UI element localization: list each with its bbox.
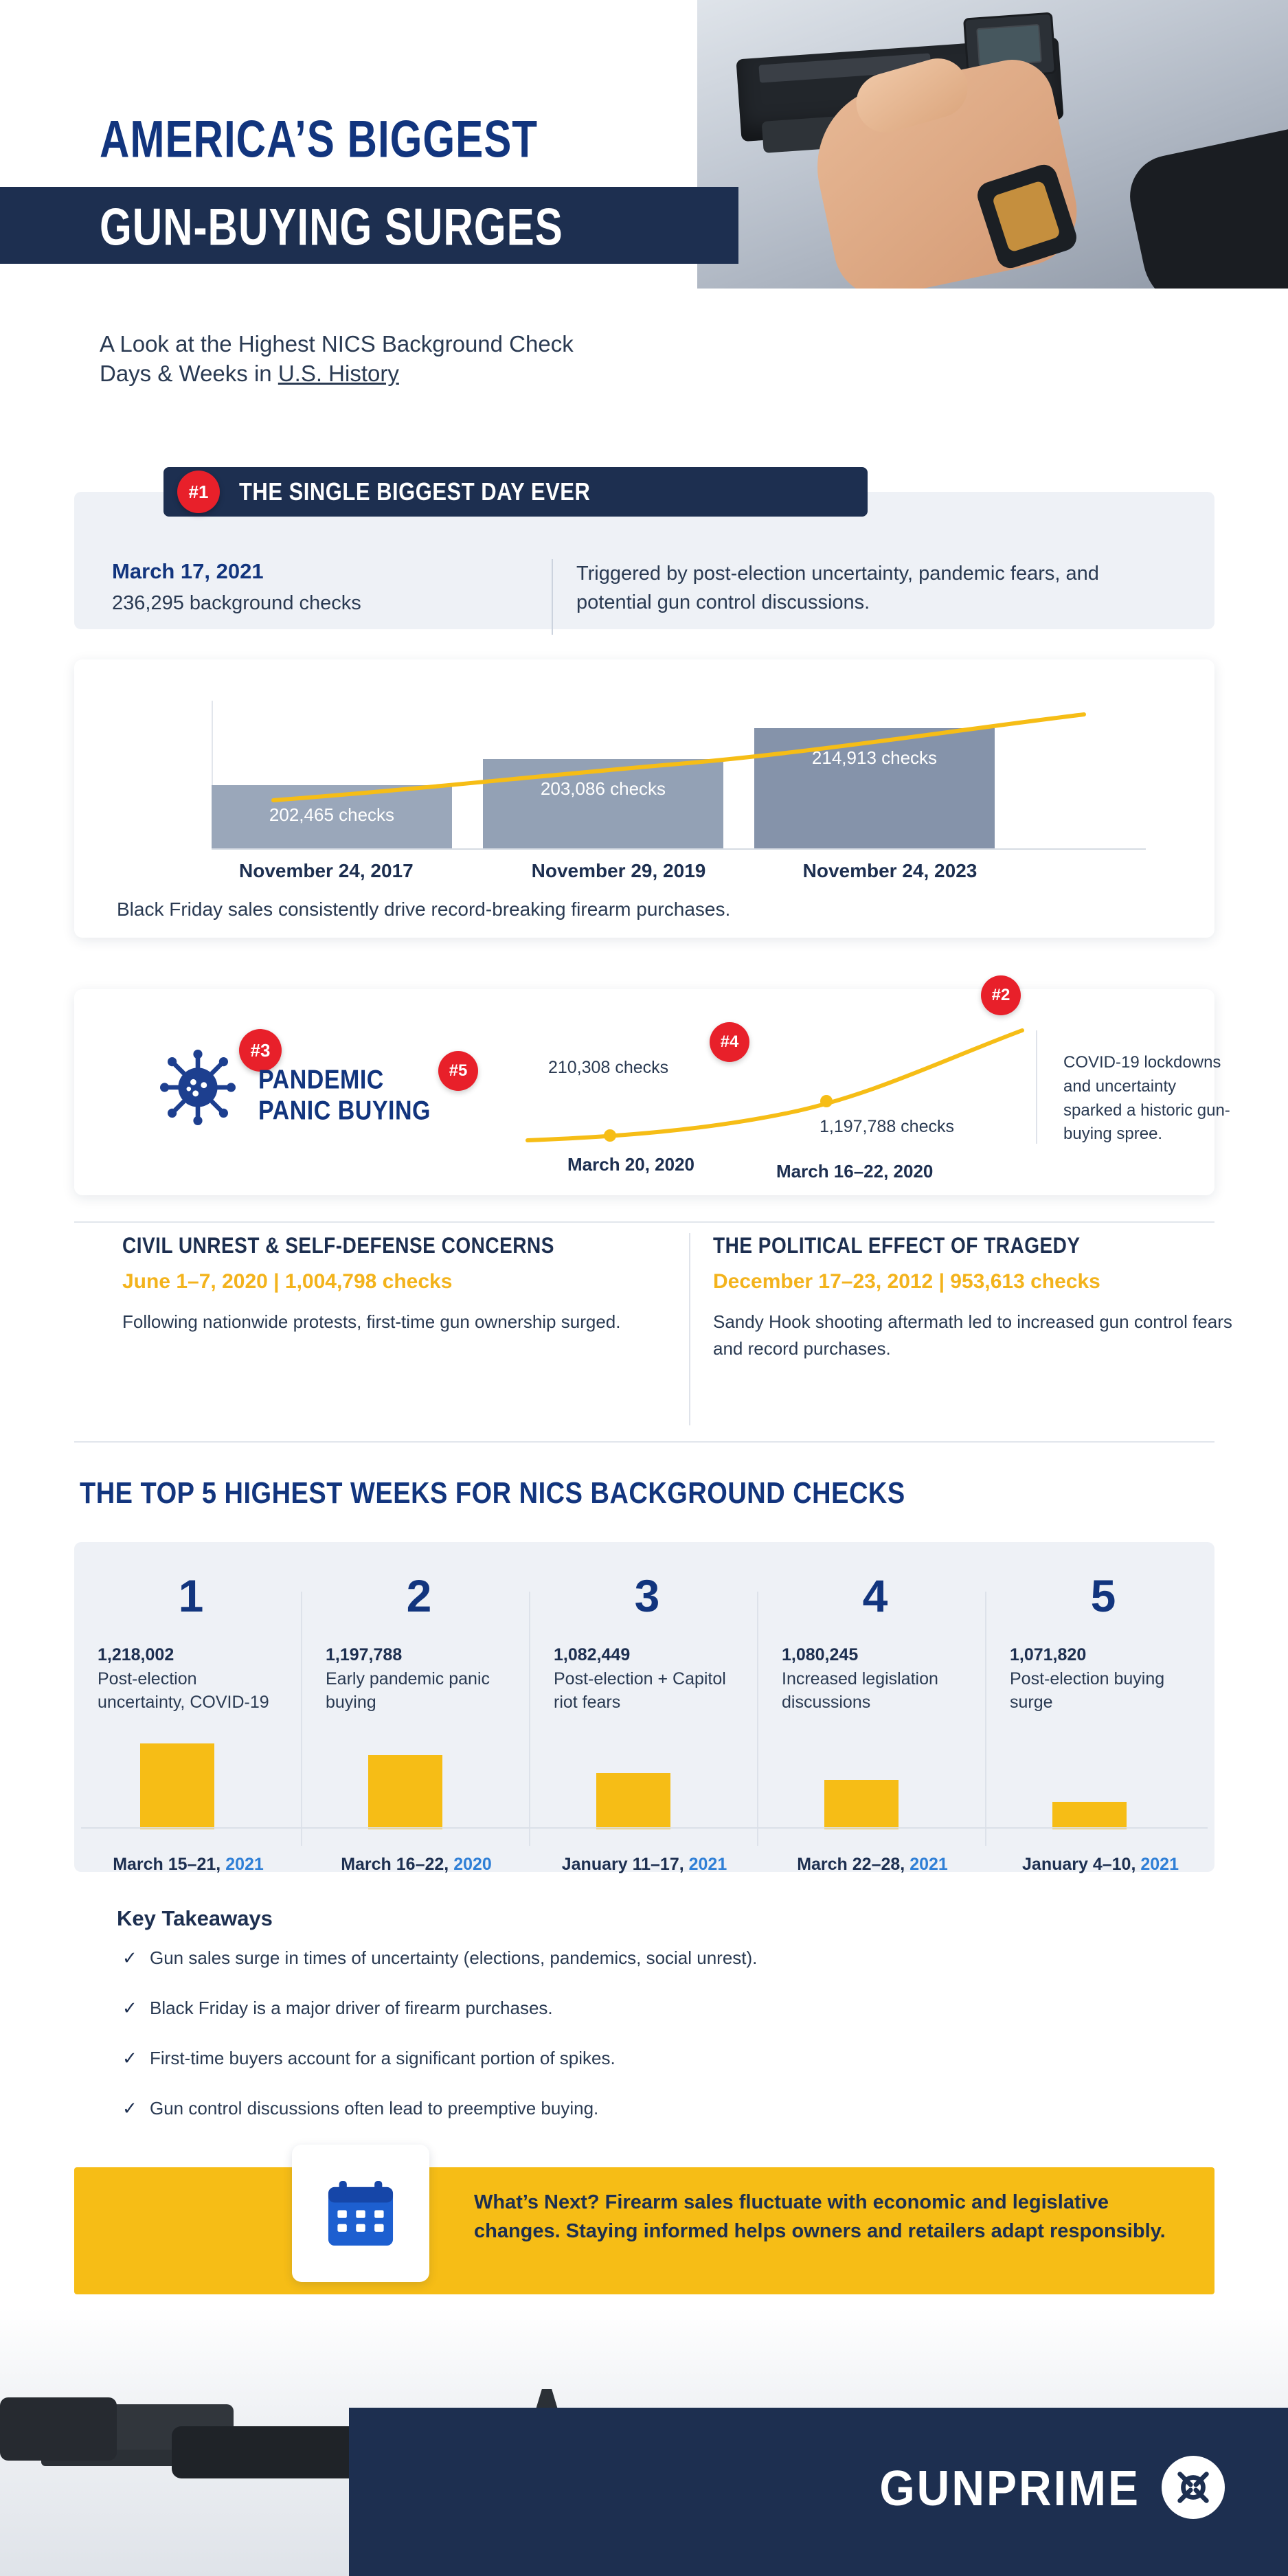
political-tragedy-title: THE POLITICAL EFFECT OF TRAGEDY — [713, 1233, 1081, 1258]
top5-date-4-text: March 22–28, — [797, 1855, 910, 1874]
rank-badge-3: #3 — [239, 1029, 282, 1072]
trend-line — [184, 687, 1160, 866]
check-icon: ✓ — [122, 1947, 137, 1968]
top5-title: THE TOP 5 HIGHEST WEEKS FOR NICS BACKGROUND CHECKS — [80, 1477, 905, 1511]
top5-date-4 — [758, 1855, 986, 1875]
vertical-divider — [1036, 1030, 1037, 1144]
civil-unrest-stat: June 1–7, 2020 | 1,004,798 checks — [122, 1270, 453, 1293]
top5-date-2-year: 2020 — [453, 1855, 492, 1874]
rank-badge-1: #1 — [177, 471, 220, 513]
top5-bar-3 — [596, 1773, 670, 1829]
top5-grid — [74, 1542, 1214, 1872]
top5-date-1-year: 2021 — [225, 1855, 264, 1874]
political-tragedy-desc: Sandy Hook shooting aftermath led to increased gun control fears and record purchases. — [713, 1311, 1232, 1359]
rank-badge-2: #2 — [981, 975, 1021, 1015]
top5-date-3 — [530, 1855, 758, 1875]
top5-rank-4: 4 — [862, 1570, 888, 1621]
calendar-icon — [322, 2175, 399, 2252]
bf-date-2023: November 24, 2023 — [802, 860, 978, 881]
subtitle-line-2 — [100, 359, 677, 389]
takeaway-text-2: Black Friday is a major driver of firearm purchases. — [150, 1998, 553, 2018]
pandemic-point1-date: March 20, 2020 — [567, 1154, 695, 1175]
takeaway-item-1 — [122, 1947, 1153, 1969]
pandemic-title-line2: PANIC BUYING — [258, 1095, 431, 1126]
top5-number-3: 1,082,449 — [554, 1645, 631, 1664]
pandemic-card — [74, 989, 1230, 1195]
biggest-day-description: Triggered by post-election uncertainty, pandemic fears, and potential gun control discussions. — [576, 563, 1099, 614]
top5-date-3-text: January 11–17, — [561, 1855, 689, 1874]
biggest-day-checks: 236,295 background checks — [112, 592, 361, 614]
top5-desc-4: Increased legislation discussions — [782, 1669, 938, 1712]
rank-badge-5: #5 — [438, 1051, 478, 1091]
civil-unrest-desc: Following nationwide protests, first-time gun ownership surged. — [122, 1311, 621, 1332]
pandemic-line-chart — [514, 1027, 1036, 1157]
top5-desc-3: Post-election + Capitol riot fears — [554, 1669, 726, 1712]
check-icon: ✓ — [122, 2048, 137, 2068]
footer-logo-bar — [349, 2408, 1288, 2576]
top5-number-4: 1,080,245 — [782, 1645, 859, 1664]
jacket-sleeve — [1122, 127, 1288, 289]
top5-desc-1: Post-election uncertainty, COVID-19 — [98, 1669, 269, 1712]
biggest-day-header-bar — [163, 467, 868, 517]
brand-name: GUNPRIME — [879, 2460, 1140, 2516]
divider-bottom — [74, 1441, 1214, 1443]
top5-axis-line — [81, 1827, 1208, 1829]
top5-date-5 — [986, 1855, 1214, 1875]
top5-date-2-text: March 16–22, — [341, 1855, 454, 1874]
pandemic-title — [258, 1065, 431, 1127]
top5-date-1 — [74, 1855, 302, 1875]
column-political-tragedy — [713, 1233, 1256, 1362]
bf-date-2017: November 24, 2017 — [239, 860, 414, 881]
top5-number-5: 1,071,820 — [1010, 1645, 1087, 1664]
subtitle-line-2-text: Days & Weeks in — [100, 360, 278, 386]
top5-rank-1: 1 — [178, 1570, 204, 1621]
vertical-divider — [689, 1233, 690, 1425]
top5-desc-2: Early pandemic panic buying — [326, 1669, 490, 1712]
vertical-divider — [552, 559, 553, 635]
check-icon: ✓ — [122, 2098, 137, 2119]
takeaway-text-4: Gun control discussions often lead to preemptive buying. — [150, 2098, 599, 2119]
pandemic-note: COVID-19 lockdowns and uncertainty sparked a historic gun-buying spree. — [1063, 1053, 1230, 1144]
two-column-section — [74, 1233, 1232, 1425]
biggest-day-content — [74, 530, 1214, 629]
rank-badge-4: #4 — [710, 1022, 749, 1062]
top5-rank-5: 5 — [1090, 1570, 1116, 1621]
key-takeaways-title: Key Takeaways — [117, 1906, 273, 1930]
biggest-day-title: THE SINGLE BIGGEST DAY EVER — [239, 477, 591, 506]
bar-label-2017: 202,465 checks — [269, 804, 395, 825]
top5-desc-5: Post-election buying surge — [1010, 1669, 1165, 1712]
takeaway-item-3 — [122, 2048, 1153, 2069]
top5-number-2: 1,197,788 — [326, 1645, 403, 1664]
key-takeaways-list — [122, 1947, 1153, 2148]
top5-number-1: 1,218,002 — [98, 1645, 174, 1664]
takeaway-item-4 — [122, 2098, 1153, 2119]
pandemic-point1-label: 210,308 checks — [548, 1058, 669, 1077]
brand-logo-icon — [1162, 2456, 1225, 2519]
top5-date-5-text: January 4–10, — [1022, 1855, 1141, 1874]
top5-col-3 — [530, 1542, 758, 1872]
pandemic-point2-label: 1,197,788 checks — [820, 1117, 954, 1136]
top5-bar-1 — [140, 1743, 214, 1829]
bf-date-2019: November 29, 2019 — [531, 860, 706, 881]
column-civil-unrest — [122, 1233, 665, 1335]
top5-rank-2: 2 — [406, 1570, 432, 1621]
pandemic-title-line1: PANDEMIC — [258, 1065, 384, 1095]
takeaway-item-2 — [122, 1998, 1153, 2019]
hero-section — [0, 0, 1288, 323]
civil-unrest-title: CIVIL UNREST & SELF-DEFENSE CONCERNS — [122, 1233, 554, 1258]
top5-date-1-text: March 15–21, — [113, 1855, 226, 1874]
top5-rank-3: 3 — [634, 1570, 660, 1621]
top5-date-2 — [302, 1855, 530, 1875]
takeaway-text-1: Gun sales surge in times of uncertainty (elections, pandemics, social unrest). — [150, 1947, 758, 1968]
top5-date-5-year: 2021 — [1140, 1855, 1179, 1874]
takeaway-text-3: First-time buyers account for a significant portion of spikes. — [150, 2048, 615, 2068]
top5-bar-4 — [824, 1780, 899, 1829]
bar-label-2023: 214,913 checks — [811, 747, 938, 768]
top5-col-5 — [986, 1542, 1214, 1872]
top5-date-labels — [74, 1855, 1214, 1875]
top5-col-4 — [758, 1542, 986, 1872]
political-tragedy-stat: December 17–23, 2012 | 953,613 checks — [713, 1270, 1100, 1293]
top5-col-2 — [302, 1542, 530, 1872]
page-title-line2: GUN-BUYING SURGES — [100, 199, 563, 257]
pandemic-point2-date: March 16–22, 2020 — [776, 1161, 934, 1182]
biggest-day-left — [112, 559, 552, 615]
hero-photo-handgun — [697, 0, 1288, 289]
subtitle-line-1: A Look at the Highest NICS Background Check — [100, 331, 574, 357]
top5-date-4-year: 2021 — [909, 1855, 948, 1874]
subtitle-link[interactable]: U.S. History — [278, 360, 399, 386]
black-friday-note: Black Friday sales consistently drive record-breaking firearm purchases. — [117, 899, 731, 920]
top5-bar-5 — [1052, 1802, 1127, 1829]
top5-col-1 — [74, 1542, 302, 1872]
check-icon: ✓ — [122, 1998, 137, 2018]
biggest-day-date: March 17, 2021 — [112, 559, 264, 583]
virus-icon — [160, 1050, 236, 1125]
divider-top — [74, 1221, 1214, 1223]
cta-icon-container — [292, 2145, 429, 2282]
page-title-line1: AMERICA’S BIGGEST — [100, 111, 539, 169]
top5-bar-2 — [368, 1755, 442, 1829]
page-subtitle — [100, 330, 677, 389]
black-friday-date-labels — [212, 860, 1146, 882]
rifle-stock — [0, 2397, 117, 2461]
crosshair-icon — [1173, 2467, 1213, 2507]
top5-date-3-year: 2021 — [688, 1855, 727, 1874]
cta-text: What’s Next? Firearm sales fluctuate with economic and legislative changes. Staying informed helps owners and retailers adapt responsibly. — [474, 2191, 1166, 2243]
bar-label-2019: 203,086 checks — [540, 778, 666, 799]
